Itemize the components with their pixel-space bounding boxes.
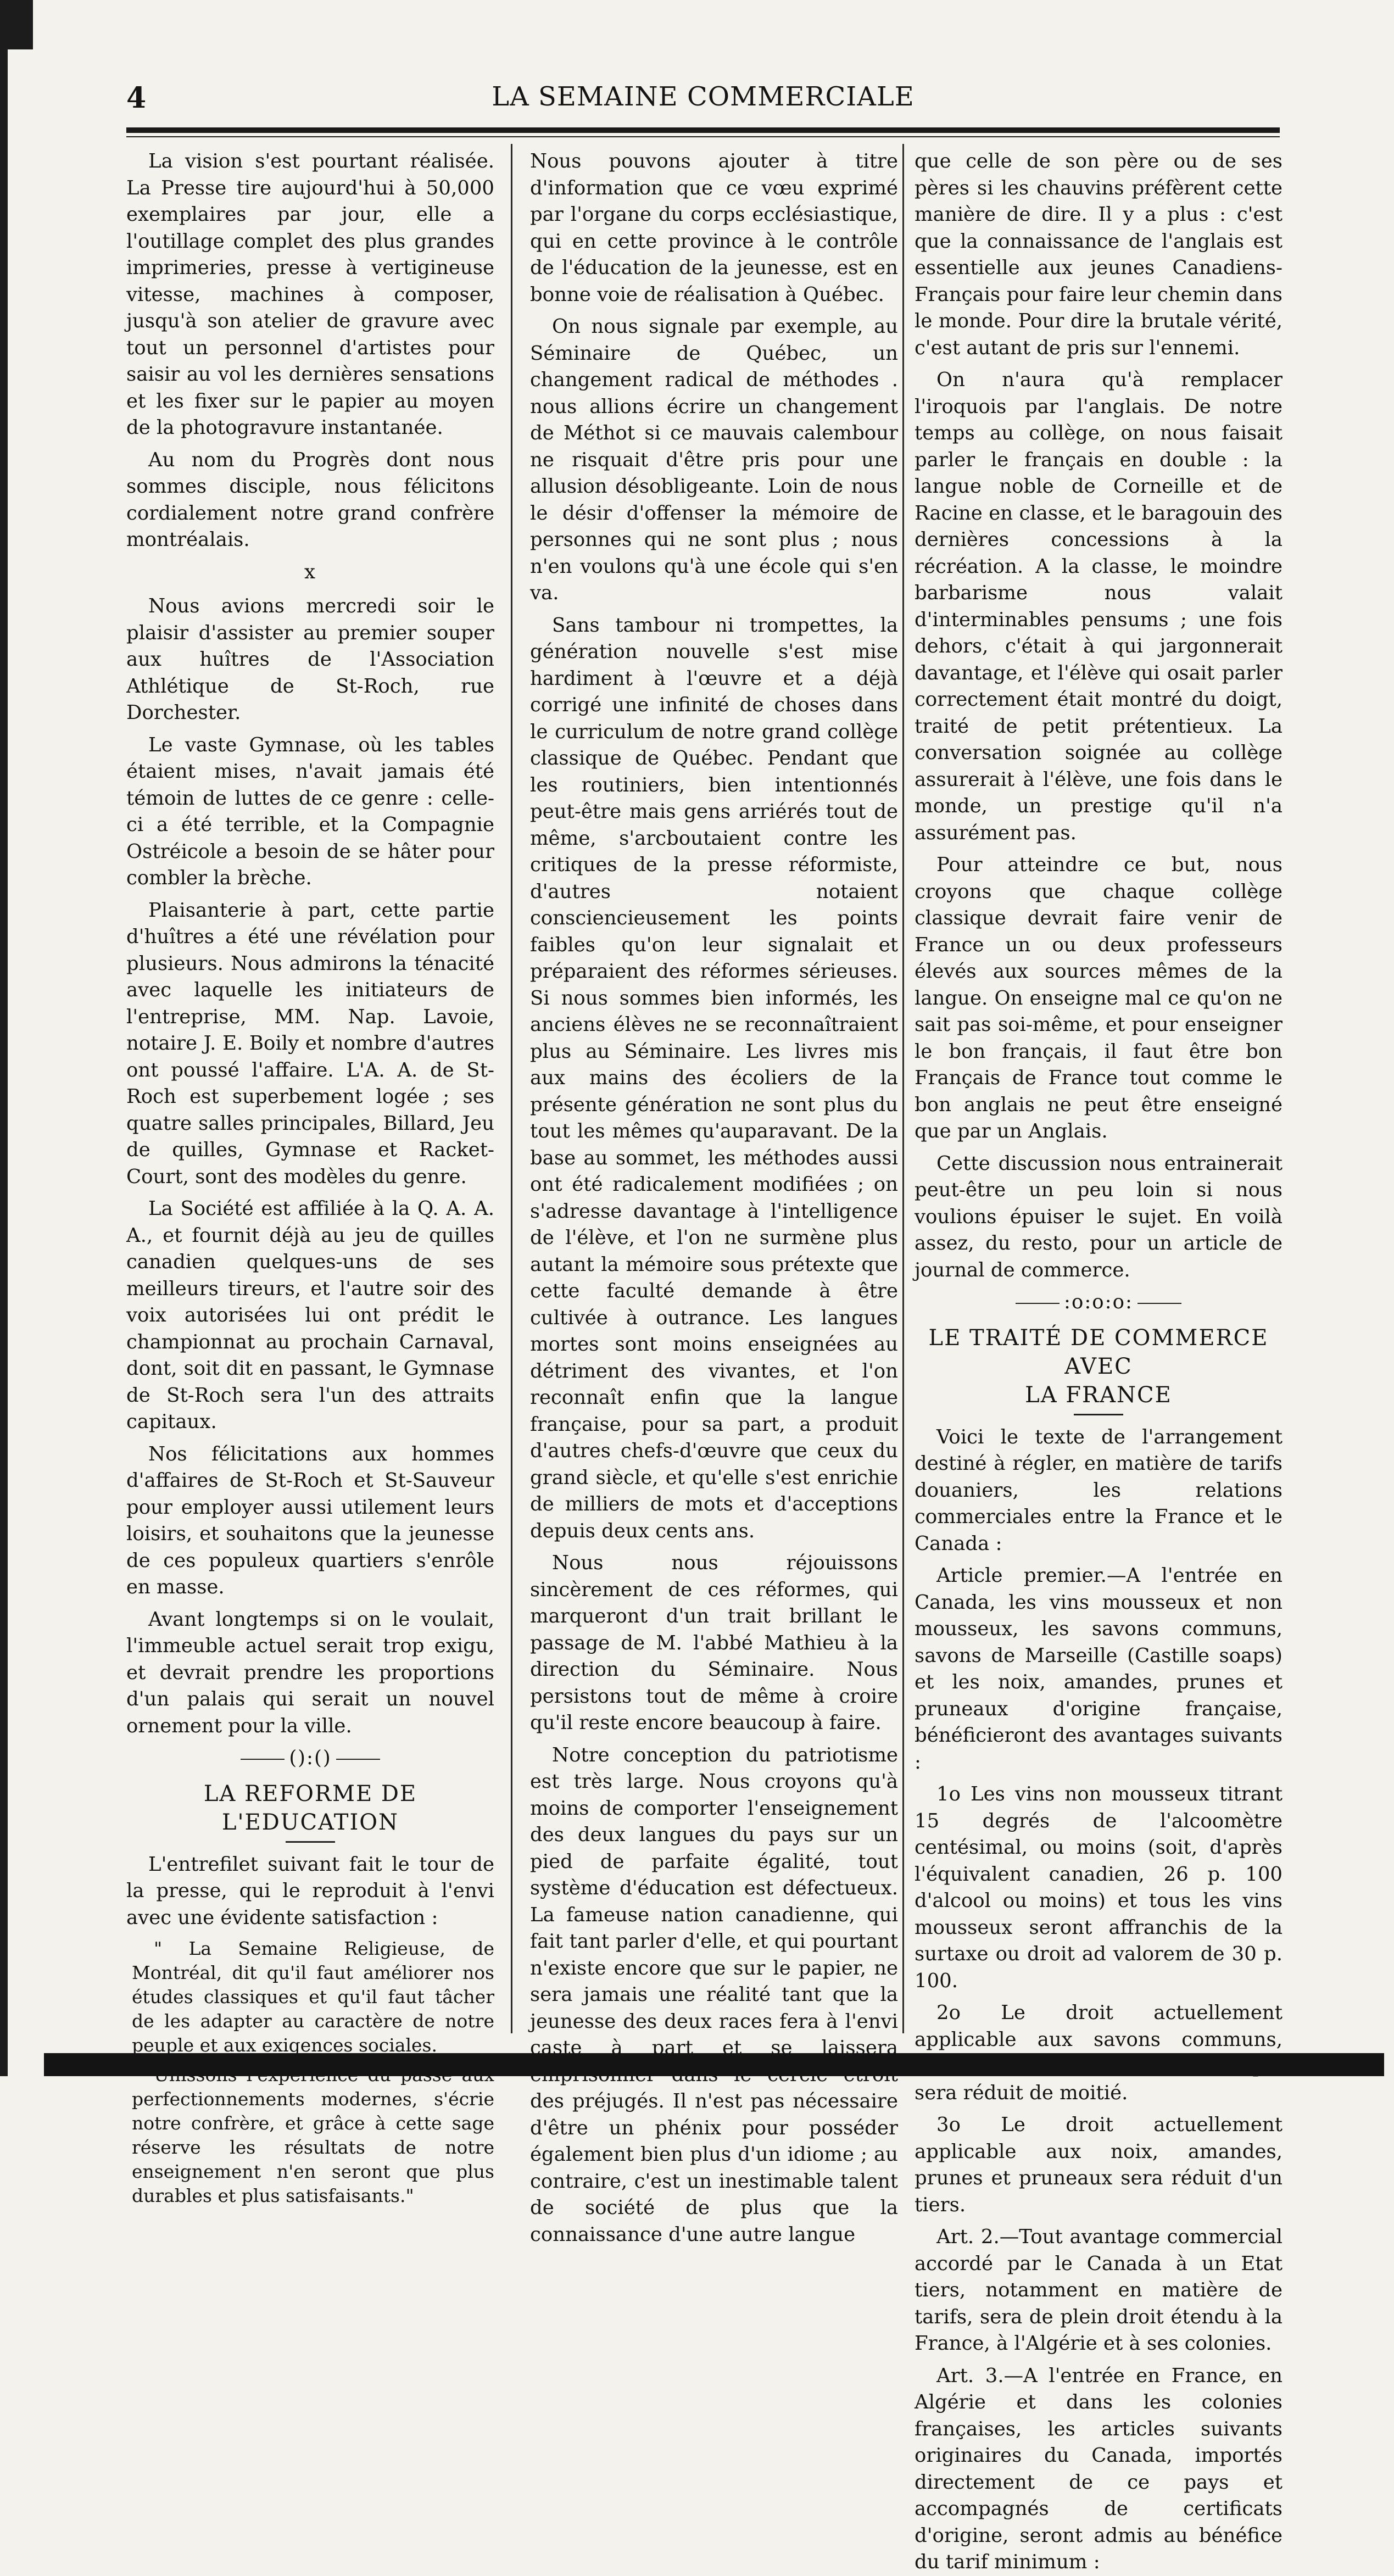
scan-edge-top (0, 0, 33, 49)
section-separator (126, 1745, 494, 1772)
paragraph: Plaisanterie à part, cette partie d'huîtres a été une révélation pour plusieurs. Nous admirons la ténacité avec laquelle les initiateurs de l'entreprise, MM. Nap. Lavoie, notaire J. E. Boily et nombre d'autres ont poussé l'affaire. L'A. A. de St-Roch est superbement logée ; ses quatre salles principales, Billard, Jeu de quilles, Gymnase et Racket-Court, sont des modèles du genre. (126, 899, 494, 1188)
column-1 (126, 148, 494, 2206)
paragraph: que celle de son père ou de ses pères si les chauvins préfèrent cette manière de dire. Il y a plus : c'est que la connaissance de l'anglais est essentielle aux jeunes Canadiens-Français pour faire leur chemin dans le monde. Pour dire la brutale vérité, c'est autant de pris sur l'ennemi. (915, 150, 1283, 359)
running-title: LA SEMAINE COMMERCIALE (492, 81, 915, 112)
scan-edge-left (0, 0, 8, 2076)
section-separator (915, 1289, 1283, 1316)
paragraph: Nos félicitations aux hommes d'affaires de St-Roch et St-Sauveur pour employer aussi utilement leurs loisirs, et souhaitons que la jeunesse de ces populeux quartiers s'enrôle en masse. (126, 1442, 494, 1598)
paragraph: 1o Les vins non mousseux titrant 15 degrés de l'alcoomètre centésimal, ou moins (soit, d'après l'équivalent canadien, 26 p. 100 d'alcool ou moins) et tous les vins mousseux seront affranchis de la surtaxe ou droit ad valorem de 30 p. 100. (915, 1783, 1283, 1992)
article-heading: LA REFORME DE L'EDUCATION (203, 1781, 417, 1835)
paragraph: Art. 3.—A l'entrée en France, en Algérie et dans les colonies françaises, les articles suivants originaires du Canada, importés directement de ce pays et accompagnés de certificats d'origine, seront admis au bénéfice du tarif minimum : (915, 2364, 1283, 2573)
paragraph: 2o Le droit actuellement applicable aux savons communs, savons de Marseille (Castille soaps) sera réduit de moitié. (915, 2001, 1283, 2104)
paragraph: On n'aura qu'à remplacer l'iroquois par l'anglais. De notre temps au collège, on nous faisait parler le français en double : la langue noble de Corneille et de Racine en classe, et le baragouin des dernières concessions à la récréation. A la classe, le moindre barbarisme nous valait d'interminables pensums ; une fois dehors, c'était à qui jargonnerait davantage, et l'élève qui osait parler correctement était montré du doigt, traité de petit prétentieux. La conversation soignée au collège assurerait à l'élève, une fois dans le monde, un prestige qu'il n'a assurément pas. (915, 369, 1283, 844)
column-2 (530, 148, 898, 2246)
paragraph: La vision s'est pourtant réalisée. La Presse tire aujourd'hui à 50,000 exemplaires par jour, elle a l'outillage complet des plus grandes imprimeries, presse à vertigineuse vitesse, machines à composer, jusqu'à son atelier de gravure avec tout un personnel d'artistes pour saisir au vol les dernières sensations et les fixer sur le papier au moyen de la photogravure instantanée. (126, 150, 494, 439)
header-rule-thin (126, 136, 1280, 137)
separator-line (241, 1759, 285, 1760)
paragraph: Pour atteindre ce but, nous croyons que chaque collège classique devrait faire venir de France un ou deux professeurs élevés aux sources mêmes de la langue. On enseigne mal ce qu'on ne sait pas soi-même, et pour enseigner le bon français, il faut être bon Français de France tout comme le bon anglais ne peut être enseigné que par un Anglais. (915, 854, 1283, 1142)
column-divider-2 (902, 144, 904, 2033)
paragraph: Voici le texte de l'arrangement destiné à régler, en matière de tarifs douaniers, les relations commerciales entre la France et le Canada : (915, 1425, 1283, 1555)
paragraph: Art. 2.—Tout avantage commercial accordé par le Canada à un Etat tiers, notamment en matière de tarifs, sera de plein droit étendu à la France, à l'Algérie et à ses colonies. (915, 2226, 1283, 2355)
separator-line (336, 1759, 380, 1760)
quote-paragraph: Unissons l'expérience du passé aux perfectionnements modernes, s'écrie notre confrère, et grâce à cette sage réserve les résultats de notre enseignement n'en seront que plus durables et plus satisfaisants." (132, 2064, 494, 2206)
column-3 (915, 148, 1283, 2573)
paragraph: On nous signale par exemple, au Séminaire de Québec, un changement radical de méthodes . nous allions écrire un changement de Méthot si ce mauvais calembour ne risquait d'être pris pour une allusion désobligeante. Loin de nous le désir d'offenser la mémoire de personnes qui ne sont plus ; nous n'en voulons qu'à une école qui s'en va. (530, 315, 898, 604)
paragraph: Nous avions mercredi soir le plaisir d'assister au premier souper aux huîtres de l'Association Athlétique de St-Roch, rue Dorchester. (126, 595, 494, 724)
paragraph: Cette discussion nous entrainerait peut-être un peu loin si nous voulions épuiser le sujet. En voilà assez, du resto, pour un article de journal de commerce. (915, 1152, 1283, 1281)
paragraph: Le vaste Gymnase, où les tables étaient mises, n'avait jamais été témoin de luttes de ce genre : celle-ci a été terrible, et la Compagnie Ostréicole a besoin de se hâter pour combler la brèche. (126, 733, 494, 889)
paragraph: Nous nous réjouissons sincèrement de ces réformes, qui marqueront d'un trait brillant le passage de M. l'abbé Mathieu à la direction du Séminaire. Nous persistons tout de même à croire qu'il reste encore beaucoup à faire. (530, 1552, 898, 1734)
quote-paragraph: " La Semaine Religieuse, de Montréal, dit qu'il faut améliorer nos études classiques et qu'il faut tâcher de les adapter au caractère de notre peuple et aux exigences sociales. (132, 1938, 494, 2056)
separator-line (1137, 1303, 1181, 1304)
heading-line-2: LA FRANCE (1025, 1382, 1172, 1408)
header-rule-thick (126, 127, 1280, 133)
separator-line (1016, 1303, 1060, 1304)
heading-line-1: LE TRAITÉ DE COMMERCE AVEC (928, 1325, 1269, 1379)
paragraph: La Société est affiliée à la Q. A. A. A., et fournit déjà au jeu de quilles canadien quelques-uns de ses meilleurs tireurs, et l'autre soir des voix autorisées lui ont prédit le championnat au prochain Carnaval, dont, soit dit en passant, le Gymnase de St-Roch sera l'un des attraits capitaux. (126, 1197, 494, 1433)
paragraph: Avant longtemps si on le voulait, l'immeuble actuel serait trop exigu, et devrait prendre les proportions d'un palais qui serait un nouvel ornement pour la ville. (126, 1608, 494, 1737)
heading-rule (286, 1841, 335, 1843)
page-header (126, 81, 1280, 120)
paragraph: Notre conception du patriotisme est très large. Nous croyons qu'à moins de comporter l'enseignement des deux langues du pays sur un pied de parfaite égalité, tout système d'éducation est défectueux. La fameuse nation canadienne, qui fait tant parler d'elle, et qui pourtant n'existe encore que sur le papier, ne sera jamais une réalité tant que la jeunesse des deux races fera à l'envi caste à part et se laissera emprisonner dans le cercle étroit des préjugés. Il n'est pas nécessaire d'être un phénix pour posséder également bien plus d'un idiome ; au contraire, c'est un inestimable talent de société de plus que la connaissance d'une autre langue (530, 1743, 898, 2246)
paragraph: Nous pouvons ajouter à titre d'information que ce vœu exprimé par l'organe du corps ecclésiastique, qui en cette province à le contrôle de l'éducation de la jeunesse, est en bonne voie de réalisation à Québec. (530, 150, 898, 306)
separator-text: ():() (289, 1747, 332, 1769)
article-heading (915, 1324, 1283, 1409)
separator-x: x (304, 560, 317, 583)
column-divider-1 (511, 144, 512, 2033)
paragraph: 3o Le droit actuellement applicable aux noix, amandes, prunes et pruneaux sera réduit d'un tiers. (915, 2114, 1283, 2216)
page-number: 4 (126, 81, 147, 115)
heading-rule (1074, 1414, 1123, 1415)
paragraph: Au nom du Progrès dont nous sommes disciple, nous félicitons cordialement notre grand confrère montréalais. (126, 448, 494, 551)
separator-text: :o:o:o: (1064, 1291, 1133, 1313)
paragraph: Sans tambour ni trompettes, la génération nouvelle s'est mise hardiment à l'œuvre et a déjà corrigé une infinité de choses dans le curriculum de notre grand collège classique de Québec. Pendant que les routiniers, bien intentionnés peut-être mais gens arriérés tout de même, s'arcboutaient contre les critiques de la presse réformiste, d'autres notaient consciencieusement les points faibles qu'on leur signalait et préparaient des réformes sérieuses. Si nous sommes bien informés, les anciens élèves ne se reconnaîtraient plus au Séminaire. Les livres mis aux mains des écoliers de la présente génération ne sont plus du tout les mêmes qu'auparavant. De la base au sommet, les méthodes aussi ont été radicalement modifiées ; on s'adresse davantage à l'intelligence de l'élève, et l'on ne surmène plus autant la mémoire sous prétexte que cette faculté demande à être cultivée à outrance. Les langues mortes sont moins enseignées au détriment des vivantes, et l'on reconnaît enfin que la langue française, pour sa part, a produit d'autres chefs-d'œuvre que ceux du grand siècle, et qu'elle s'est enrichie de milliers de mots et d'acceptions depuis deux cents ans. (530, 614, 898, 1542)
paragraph: L'entrefilet suivant fait le tour de la presse, qui le reproduit à l'envi avec une évidente satisfaction : (126, 1853, 494, 1929)
paragraph: Article premier.—A l'entrée en Canada, les vins mousseux et non mousseux, les savons communs, savons de Marseille (Castille soaps) et les noix, amandes, prunes et pruneaux d'origine française, bénéficieront des avantages suivants : (915, 1564, 1283, 1774)
